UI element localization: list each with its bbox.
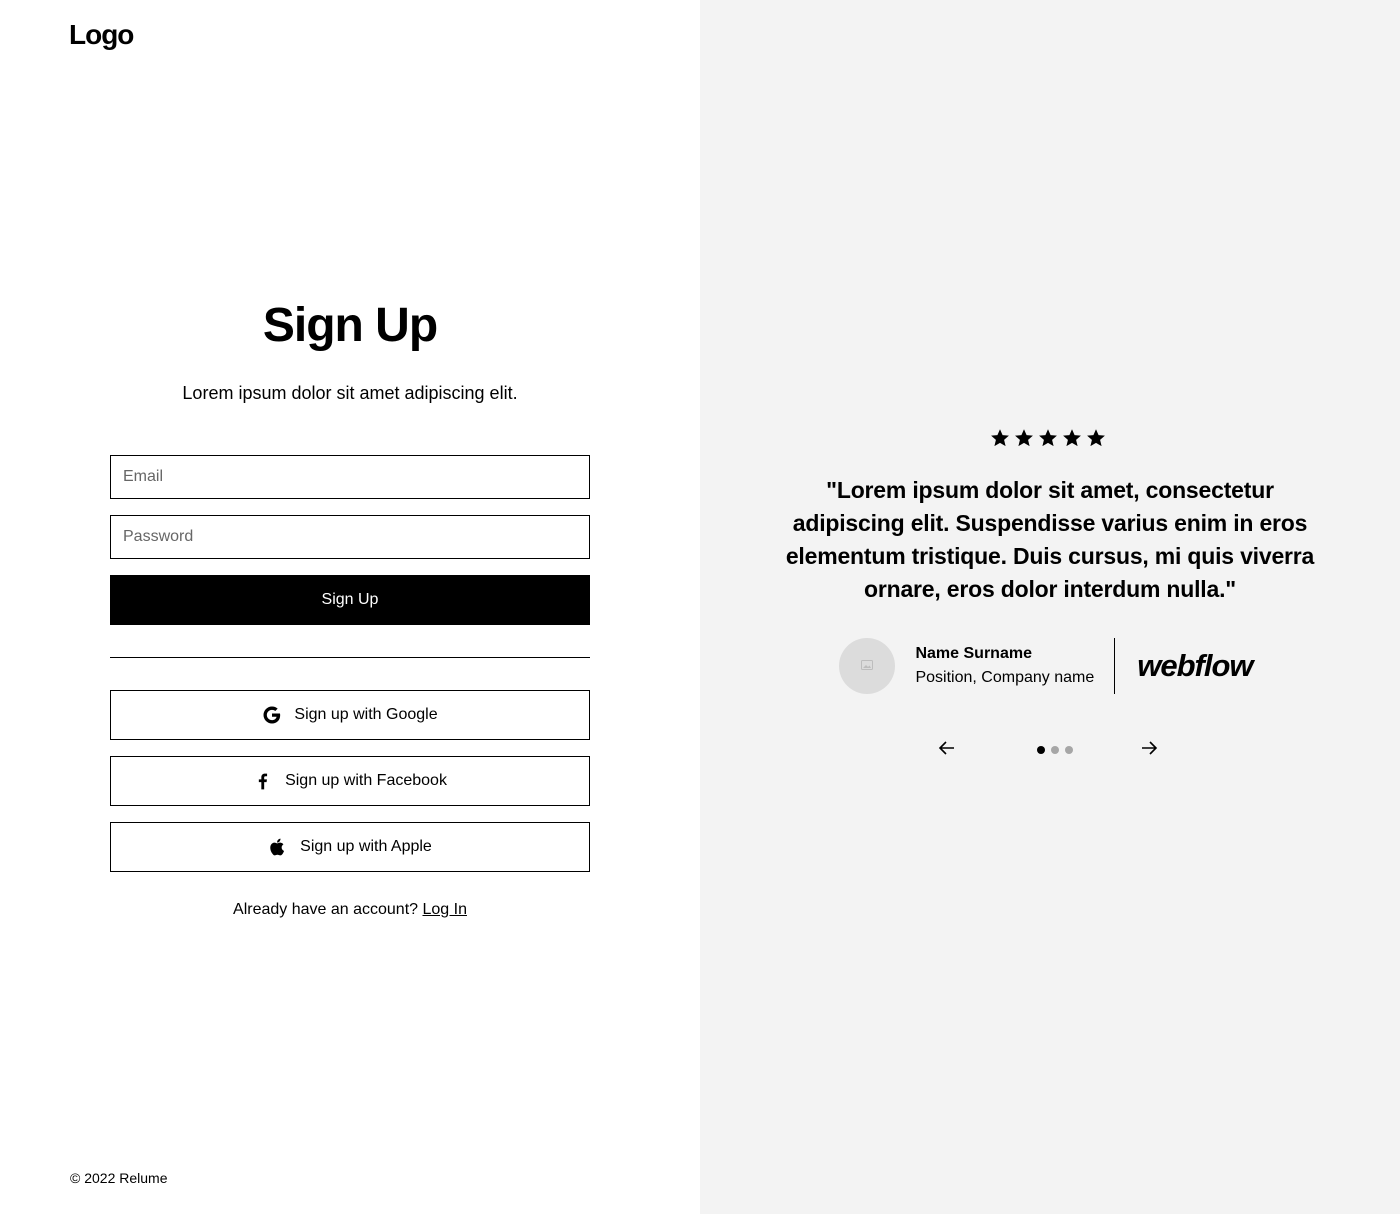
copyright: © 2022 Relume [70, 1170, 168, 1186]
login-prompt: Already have an account? [233, 901, 419, 918]
arrow-right-icon [1139, 738, 1159, 763]
star-icon [990, 428, 1010, 448]
facebook-icon [253, 771, 273, 791]
star-rating [696, 428, 1400, 448]
testimonial-panel [700, 0, 1400, 1214]
testimonial-author [692, 638, 1400, 694]
star-icon [1086, 428, 1106, 448]
facebook-signup-label: Sign up with Facebook [285, 772, 447, 789]
star-icon [1062, 428, 1082, 448]
previous-slide-button[interactable] [935, 738, 959, 762]
google-icon [262, 705, 282, 725]
slide-dot[interactable] [1065, 746, 1073, 754]
slider-navigation [696, 738, 1400, 762]
next-slide-button[interactable] [1137, 738, 1161, 762]
star-icon [1014, 428, 1034, 448]
google-signup-label: Sign up with Google [294, 706, 438, 723]
image-placeholder-icon [861, 657, 873, 675]
logo[interactable]: Logo [69, 19, 134, 50]
sign-up-button[interactable]: Sign Up [110, 575, 590, 625]
arrow-left-icon [937, 738, 957, 763]
slide-dot[interactable] [1051, 746, 1059, 754]
testimonial [700, 428, 1400, 762]
slide-dot[interactable] [1037, 746, 1045, 754]
google-signup-button[interactable] [110, 690, 590, 740]
password-input[interactable] [110, 515, 590, 559]
signup-form [110, 298, 590, 920]
apple-signup-button[interactable] [110, 822, 590, 872]
facebook-signup-button[interactable] [110, 756, 590, 806]
testimonial-quote: "Lorem ipsum dolor sit amet, consectetur adipiscing elit. Suspendisse varius enim in eros elementum tristique. Duis cursus, mi quis viverra ornare, eros dolor interdum nulla." [785, 477, 1315, 602]
author-name: Name Surname [915, 645, 1032, 662]
author-details [915, 642, 1094, 690]
apple-signup-label: Sign up with Apple [300, 838, 432, 855]
login-prompt-row [110, 900, 590, 920]
divider [110, 657, 590, 658]
page-title: Sign Up [262, 299, 438, 352]
star-icon [1038, 428, 1058, 448]
author-position: Position, Company name [915, 669, 1095, 686]
apple-icon [268, 837, 288, 857]
vertical-divider [1114, 638, 1115, 694]
company-logo: webflow [1137, 648, 1253, 683]
slide-dots [1037, 746, 1073, 754]
login-link[interactable]: Log In [422, 901, 467, 918]
avatar [839, 638, 895, 694]
page-subtitle: Lorem ipsum dolor sit amet adipiscing elit. [182, 383, 518, 403]
email-input[interactable] [110, 455, 590, 499]
